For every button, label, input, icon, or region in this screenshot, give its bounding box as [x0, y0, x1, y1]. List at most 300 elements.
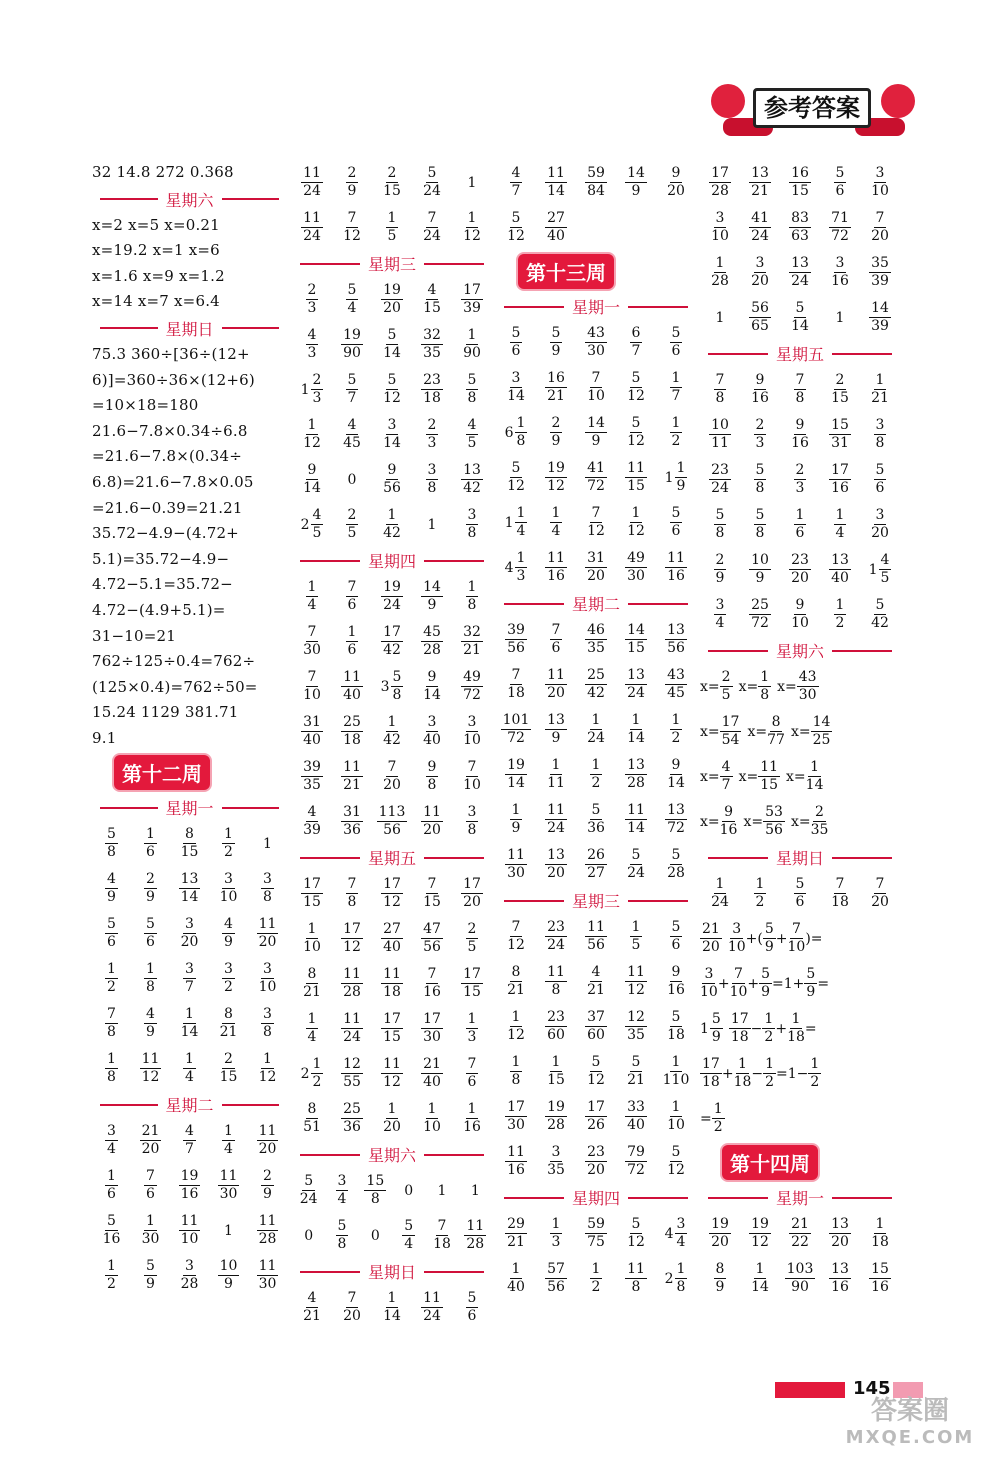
answer-value: $\frac{17}{15}$	[303, 876, 321, 910]
answer-row	[700, 871, 900, 916]
answer-row	[292, 1168, 492, 1213]
answer-value: $\frac{5}{8}$	[715, 507, 725, 541]
answer-value: $\frac{25}{18}$	[343, 714, 361, 748]
answer-value: $\frac{1}{4}$	[835, 507, 845, 541]
answer-row	[92, 911, 287, 956]
day-heading	[292, 844, 492, 871]
day-heading-label: 星期二	[572, 595, 621, 614]
answer-row	[700, 412, 900, 457]
answer-row	[292, 205, 492, 250]
answer-value: $\frac{43}{30}$	[587, 325, 605, 359]
answer-value: $\frac{3}{10}$	[711, 210, 729, 244]
answer-value: $\frac{5}{12}$	[627, 1216, 645, 1250]
answer-value: $\frac{11}{20}$	[423, 804, 441, 838]
answer-line: x=1.6 x=9 x=1.2	[92, 266, 225, 285]
answer-row	[700, 799, 900, 844]
answer-line: x=19.2 x=1 x=6	[92, 241, 220, 260]
answer-value: $\frac{1}{4}$	[307, 1011, 317, 1045]
answer-value: 2 $\frac{1}{8}$	[664, 1261, 686, 1295]
answer-column-3	[496, 160, 696, 1301]
answer-value: $\frac{4}{9}$	[224, 916, 233, 951]
answer-row	[92, 1118, 287, 1163]
day-heading	[292, 547, 492, 574]
answer-row	[92, 1163, 287, 1208]
answer-value: $\frac{1}{110}$	[662, 1054, 690, 1088]
answer-value: $\frac{17}{18}$ − $\frac{1}{2}$ + $\frac{1}{18}$ =	[730, 1011, 817, 1045]
answer-value: $\frac{17}{39}$	[463, 282, 481, 316]
answer-value: $\frac{1}{14}$	[751, 1261, 769, 1295]
answer-value: $\frac{5}{12}$	[507, 460, 525, 494]
week-banner-label: 第十四周	[722, 1145, 818, 1180]
day-heading-label: 星期日	[776, 849, 825, 868]
answer-value: $\frac{3}{20}$	[180, 916, 199, 951]
answer-value: $\frac{13}{42}$	[463, 462, 481, 496]
answer-value: $\frac{3}{8}$	[263, 1006, 272, 1041]
answer-value: $\frac{14}{9}$	[423, 579, 441, 613]
answer-value: $\frac{5}{14}$	[383, 327, 401, 361]
answer-value: 1	[467, 174, 477, 191]
answer-value: $\frac{1}{4}$	[551, 505, 561, 539]
answer-value: $\frac{2}{9}$	[263, 1168, 272, 1203]
answer-value: $\frac{1}{12}$	[303, 417, 321, 451]
answer-line: 21.6−7.8×0.34÷6.8	[92, 421, 248, 440]
answer-value: 1 $\frac{1}{4}$	[504, 505, 526, 539]
answer-row	[92, 1001, 287, 1046]
answer-value: $\frac{4}{45}$	[343, 417, 361, 451]
answer-value: $\frac{5}{14}$	[791, 300, 809, 334]
answer-value: $\frac{21}{40}$	[423, 1056, 441, 1090]
answer-value: $\frac{1}{12}$	[627, 505, 645, 539]
day-heading-label: 星期一	[165, 799, 214, 819]
answer-value: $\frac{11}{24}$	[423, 1290, 441, 1324]
answer-value: $\frac{7}{8}$	[347, 876, 357, 910]
answer-value: $\frac{5}{12}$	[383, 372, 401, 406]
answer-value: $\frac{31}{20}$	[587, 550, 605, 584]
answer-value: $\frac{33}{40}$	[627, 1099, 645, 1133]
answer-value: $\frac{1}{5}$	[387, 210, 397, 244]
answer-row	[92, 1208, 287, 1253]
answer-value: $\frac{27}{40}$	[383, 921, 401, 955]
answer-row	[700, 709, 900, 754]
answer-value: $\frac{7}{20}$	[871, 876, 889, 910]
answer-value: $\frac{1}{10}$	[423, 1101, 441, 1135]
answer-value: $\frac{9}{20}$	[667, 165, 685, 199]
answer-row	[292, 1285, 492, 1330]
answer-value: $\frac{13}{20}$	[547, 847, 565, 881]
answer-value: $\frac{25}{36}$	[343, 1101, 361, 1135]
day-heading-label: 星期三	[368, 255, 417, 274]
answer-value: $\frac{31}{36}$	[343, 804, 361, 838]
answer-value: $\frac{13}{24}$	[791, 255, 809, 289]
answer-value: $\frac{3}{7}$	[185, 961, 194, 996]
answer-value: $\frac{1}{8}$	[467, 579, 477, 613]
answer-row	[292, 1213, 492, 1258]
answer-line: =10×18=180	[92, 396, 199, 415]
answer-value: $\frac{25}{72}$	[751, 597, 769, 631]
answer-row	[700, 1256, 900, 1301]
answer-line: x=2 x=5 x=0.21	[92, 215, 220, 234]
answer-value: $\frac{9}{16}$	[751, 372, 769, 406]
answer-value: $\frac{19}{20}$	[383, 282, 401, 316]
answer-value: $\frac{4}{7}$	[511, 165, 521, 199]
answer-value: $\frac{17}{20}$	[463, 876, 481, 910]
answer-value: $\frac{31}{40}$	[303, 714, 321, 748]
answer-value: $\frac{16}{21}$	[547, 370, 565, 404]
answer-row	[496, 500, 696, 545]
day-heading	[496, 293, 696, 320]
day-heading	[700, 1184, 900, 1211]
answer-value: $\frac{21}{20}$	[141, 1123, 160, 1158]
day-heading-label: 星期五	[776, 345, 825, 364]
day-heading	[292, 1258, 492, 1285]
answer-value: $\frac{2}{15}$	[831, 372, 849, 406]
answer-line: 6.8)=21.6−7.8×0.05	[92, 472, 254, 491]
answer-row	[700, 961, 900, 1006]
answer-line: 762÷125÷0.4=762÷	[92, 652, 256, 671]
answer-value: 1	[470, 1182, 480, 1199]
day-heading-label: 星期六	[368, 1146, 417, 1165]
answer-value: $\frac{5}{6}$	[511, 325, 521, 359]
answer-value: $\frac{7}{10}$	[463, 759, 481, 793]
answer-row	[496, 410, 696, 455]
answer-value: $\frac{21}{22}$	[791, 1216, 809, 1250]
answer-row	[496, 160, 696, 205]
answer-row	[700, 205, 900, 250]
answer-value: $\frac{2}{3}$	[755, 417, 765, 451]
answer-line: 31−10=21	[92, 626, 176, 645]
answer-value: $\frac{19}{16}$	[180, 1168, 199, 1203]
answer-value: $\frac{1}{24}$	[711, 876, 729, 910]
answer-value: $\frac{3}{4}$	[715, 597, 725, 631]
watermark	[830, 1390, 990, 1470]
answer-row	[292, 502, 492, 547]
answer-value: $\frac{12}{55}$	[343, 1056, 361, 1090]
day-heading-label: 星期二	[165, 1096, 214, 1116]
answer-value: $\frac{5}{12}$	[587, 1054, 605, 1088]
answer-row	[700, 592, 900, 637]
answer-value: $\frac{1}{90}$	[463, 327, 481, 361]
answer-value: $\frac{7}{8}$	[715, 372, 725, 406]
answer-value: $\frac{2}{3}$	[795, 462, 805, 496]
answer-value: $\frac{9}{14}$	[423, 669, 441, 703]
answer-value: $\frac{3}{14}$	[383, 417, 401, 451]
answer-value: $\frac{5}{18}$	[667, 1009, 685, 1043]
answer-row	[292, 160, 492, 205]
answer-value: $\frac{9}{16}$	[667, 964, 685, 998]
answer-value: 2 $\frac{1}{2}$	[300, 1056, 322, 1090]
answer-row	[700, 664, 900, 709]
answer-value: $\frac{8}{51}$	[303, 1101, 321, 1135]
answer-row	[700, 547, 900, 592]
answer-row	[496, 959, 696, 1004]
day-heading-label: 星期日	[368, 1263, 417, 1282]
answer-value: $\frac{23}{18}$	[423, 372, 441, 406]
answer-value: $\frac{15}{8}$	[366, 1173, 385, 1207]
answer-row	[292, 871, 492, 916]
answer-value: $\frac{2}{3}$	[427, 417, 437, 451]
answer-value: $\frac{1}{4}$	[224, 1123, 233, 1158]
day-heading	[292, 250, 492, 277]
day-heading	[700, 637, 900, 664]
answer-value: $\frac{10}{9}$	[219, 1258, 238, 1293]
answer-value: 0	[347, 471, 357, 488]
answer-value: $\frac{9}{56}$	[383, 462, 401, 496]
answer-value: $\frac{46}{35}$	[587, 622, 605, 656]
answer-value: $\frac{2}{3}$	[307, 282, 317, 316]
answer-value: $\frac{32}{21}$	[463, 624, 481, 658]
answer-value: $\frac{7}{10}$	[587, 370, 605, 404]
answer-value: $\frac{3}{2}$	[224, 961, 233, 996]
answer-value: $\frac{23}{60}$	[547, 1009, 565, 1043]
answer-value: $\frac{32}{35}$	[423, 327, 441, 361]
answer-value: $\frac{79}{72}$	[627, 1144, 645, 1178]
answer-value: $\frac{5}{12}$	[507, 210, 525, 244]
answer-line: 5.1)=35.72−4.9−	[92, 549, 230, 568]
answer-value: $\frac{1}{40}$	[507, 1261, 525, 1295]
answer-value: $\frac{15}{16}$	[871, 1261, 889, 1295]
answer-value: $\frac{23}{24}$	[547, 919, 565, 953]
answer-value: 2 $\frac{4}{5}$	[300, 507, 322, 541]
answer-value: $\frac{9}{8}$	[427, 759, 437, 793]
answer-value: $\frac{5}{4}$	[347, 282, 357, 316]
answer-value: $\frac{1}{10}$	[667, 1099, 685, 1133]
answer-row	[700, 1211, 900, 1256]
answer-row	[496, 320, 696, 365]
answer-row	[292, 1006, 492, 1051]
answer-line: 35.72−4.9−(4.72+	[92, 524, 239, 543]
answer-value: $\frac{1}{6}$	[795, 507, 805, 541]
answer-value: $\frac{11}{14}$	[627, 802, 645, 836]
answer-row	[700, 367, 900, 412]
header-title: 参考答案	[753, 88, 871, 128]
day-heading	[700, 340, 900, 367]
answer-value: $\frac{17}{15}$	[383, 1011, 401, 1045]
answer-value: $\frac{3}{10}$	[871, 165, 889, 199]
answer-value: $\frac{7}{16}$	[423, 966, 441, 1000]
answer-value: $\frac{5}{42}$	[871, 597, 889, 631]
answer-value: $\frac{49}{72}$	[463, 669, 481, 703]
answer-value: $\frac{5}{24}$	[423, 165, 441, 199]
answer-value: $\frac{13}{56}$	[667, 622, 685, 656]
answer-value: $\frac{3}{10}$	[258, 961, 277, 996]
answer-value: $\frac{17}{12}$	[383, 876, 401, 910]
day-heading	[92, 1091, 287, 1118]
answer-value: $\frac{9}{14}$	[667, 757, 685, 791]
answer-value: $\frac{19}{14}$	[507, 757, 525, 791]
answer-value: $\frac{1}{42}$	[383, 714, 401, 748]
answer-line: =21.6−0.39=21.21	[92, 498, 243, 517]
answer-value: $\frac{5}{8}$	[755, 462, 765, 496]
answer-row	[700, 916, 900, 961]
answer-row	[700, 1051, 900, 1096]
answer-value: $\frac{11}{18}$	[383, 966, 401, 1000]
answer-value: $\frac{7}{6}$	[467, 1056, 477, 1090]
answer-value: $\frac{11}{24}$	[303, 210, 321, 244]
answer-row	[700, 502, 900, 547]
answer-value: $\frac{5}{24}$	[299, 1173, 318, 1207]
answer-value: $\frac{43}{45}$	[667, 667, 685, 701]
answer-row	[496, 662, 696, 707]
answer-column-2	[292, 160, 492, 1330]
answer-value: $\frac{39}{56}$	[507, 622, 525, 656]
answer-row	[496, 1094, 696, 1139]
answer-value: $\frac{1}{2}$	[835, 597, 845, 631]
answer-value: $\frac{29}{21}$	[507, 1216, 525, 1250]
answer-value: $\frac{13}{14}$	[180, 871, 199, 906]
answer-value: $\frac{11}{12}$	[627, 964, 645, 998]
answer-value: $\frac{11}{56}$	[587, 919, 605, 953]
answer-column-1	[92, 160, 287, 1298]
answer-value: 1 $\frac{1}{9}$	[664, 460, 686, 494]
answer-value: $\frac{7}{15}$	[423, 876, 441, 910]
answer-column-4	[700, 160, 900, 1301]
answer-value: $\frac{2}{9}$	[551, 415, 561, 449]
answer-value: $\frac{25}{42}$	[587, 667, 605, 701]
answer-value: $\frac{7}{24}$	[423, 210, 441, 244]
answer-row	[292, 1051, 492, 1096]
answer-value: $\frac{101}{72}$	[502, 712, 530, 746]
answer-value: $\frac{19}{28}$	[547, 1099, 565, 1133]
answer-row	[496, 842, 696, 887]
answer-value: x= $\frac{4}{7}$	[700, 759, 731, 793]
day-heading-label: 星期四	[572, 1189, 621, 1208]
answer-value: $\frac{17}{26}$	[587, 1099, 605, 1133]
answer-value: $\frac{3}{4}$	[337, 1173, 347, 1207]
answer-value: $\frac{4}{21}$	[303, 1290, 321, 1324]
answer-value: $\frac{45}{28}$	[423, 624, 441, 658]
answer-row	[496, 1211, 696, 1256]
day-heading	[496, 887, 696, 914]
answer-value: $\frac{1}{42}$	[383, 507, 401, 541]
answer-value: $\frac{41}{72}$	[587, 460, 605, 494]
answer-value: $\frac{11}{20}$	[547, 667, 565, 701]
answer-value: $\frac{8}{21}$	[507, 964, 525, 998]
day-heading	[92, 794, 287, 821]
day-heading-label: 星期五	[368, 849, 417, 868]
answer-value: $\frac{26}{27}$	[587, 847, 605, 881]
answer-value: x= $\frac{17}{54}$	[700, 714, 740, 748]
answer-row	[700, 1006, 900, 1051]
answer-value: $\frac{17}{18}$ + $\frac{1}{18}$ − $\frac{1}{2}$ =1− $\frac{1}{2}$	[702, 1056, 820, 1090]
answer-value: $\frac{3}{20}$	[871, 507, 889, 541]
answer-row	[292, 412, 492, 457]
answer-row	[92, 956, 287, 1001]
answer-value: $\frac{1}{12}$	[463, 210, 481, 244]
answer-value: $\frac{1}{14}$	[180, 1006, 199, 1041]
answer-line: (125×0.4)=762÷50=	[92, 677, 258, 696]
week-banner	[114, 755, 287, 790]
answer-value: $\frac{35}{39}$	[871, 255, 889, 289]
answer-value: $\frac{11}{20}$	[258, 1123, 277, 1158]
answer-value: $\frac{9}{10}$	[791, 597, 809, 631]
answer-value: $\frac{1}{20}$	[383, 1101, 401, 1135]
answer-value: $\frac{17}{16}$	[831, 462, 849, 496]
answer-value: $\frac{7}{18}$	[433, 1218, 451, 1252]
answer-value: $\frac{11}{24}$	[303, 165, 321, 199]
answer-value: $\frac{19}{24}$	[383, 579, 401, 613]
answer-value: $\frac{1}{8}$	[146, 961, 155, 996]
answer-row	[292, 619, 492, 664]
day-heading	[496, 1184, 696, 1211]
answer-value: $\frac{1}{2}$	[671, 712, 681, 746]
answer-value: 1	[224, 1222, 233, 1239]
day-heading	[292, 1141, 492, 1168]
answer-value: $\frac{83}{63}$	[791, 210, 809, 244]
answer-value: $\frac{59}{84}$	[587, 165, 605, 199]
answer-row	[496, 1139, 696, 1184]
answer-value: $\frac{7}{18}$	[507, 667, 525, 701]
answer-value: $\frac{1}{6}$	[107, 1168, 116, 1203]
answer-value: $\frac{11}{16}$	[547, 550, 565, 584]
answer-value: $\frac{11}{20}$	[258, 916, 277, 951]
answer-row	[496, 1004, 696, 1049]
answer-value: $\frac{14}{39}$	[871, 300, 889, 334]
answer-value: $\frac{7}{20}$	[871, 210, 889, 244]
answer-value: 0	[304, 1227, 314, 1244]
answer-value: $\frac{5}{21}$	[627, 1054, 645, 1088]
answer-row	[92, 821, 287, 866]
answer-value: $\frac{7}{6}$	[146, 1168, 155, 1203]
answer-value: $\frac{3}{8}$	[467, 507, 477, 541]
answer-value: $\frac{4}{21}$	[587, 964, 605, 998]
watermark-text: 答案圈	[870, 1396, 949, 1426]
answer-line: 6)]=360÷36×(12+6)	[92, 370, 255, 389]
answer-value: $\frac{3}{10}$	[219, 871, 238, 906]
answer-value: $\frac{5}{36}$	[587, 802, 605, 836]
answer-value: $\frac{5}{8}$	[107, 826, 116, 861]
answer-value: $\frac{7}{18}$	[831, 876, 849, 910]
answer-value: $\frac{1}{2}$	[107, 961, 116, 996]
answer-value: x= $\frac{1}{14}$	[786, 759, 824, 793]
answer-value: $\frac{10}{11}$	[711, 417, 729, 451]
answer-value: 6 $\frac{1}{8}$	[504, 415, 526, 449]
day-heading-label: 星期三	[572, 892, 621, 911]
answer-value: $\frac{13}{16}$	[831, 1261, 849, 1295]
answer-row	[292, 961, 492, 1006]
answer-row	[700, 457, 900, 502]
answer-value: $\frac{7}{10}$	[303, 669, 321, 703]
answer-value: $\frac{11}{30}$	[258, 1258, 277, 1293]
answer-row	[496, 752, 696, 797]
answer-value: $\frac{1}{10}$	[303, 921, 321, 955]
answer-value: $\frac{11}{8}$	[627, 1261, 645, 1295]
answer-value: $\frac{1}{16}$	[463, 1101, 481, 1135]
answer-row	[700, 295, 900, 340]
page-number: 145	[853, 1378, 891, 1399]
answer-value: $\frac{57}{56}$	[547, 1261, 565, 1295]
answer-value: $\frac{1}{8}$	[107, 1051, 116, 1086]
answer-row	[496, 365, 696, 410]
answer-value: $\frac{3}{14}$	[507, 370, 525, 404]
answer-value: $\frac{13}{20}$	[831, 1216, 849, 1250]
cartoon-figure-right-icon	[881, 84, 915, 118]
answer-value: $\frac{5}{6}$	[671, 919, 681, 953]
answer-value: x= $\frac{9}{16}$	[700, 804, 738, 838]
answer-row	[92, 866, 287, 911]
answer-value: $\frac{8}{15}$	[180, 826, 199, 861]
answer-row	[700, 754, 900, 799]
answer-value: $\frac{11}{10}$	[180, 1213, 199, 1248]
answer-value: $\frac{103}{90}$	[786, 1261, 814, 1295]
day-heading	[496, 590, 696, 617]
answer-value: $\frac{1}{3}$	[467, 1011, 477, 1045]
answer-value: $\frac{113}{56}$	[378, 804, 406, 838]
answer-value: $\frac{2}{9}$	[347, 165, 357, 199]
answer-value: $\frac{23}{20}$	[587, 1144, 605, 1178]
answer-value: $\frac{9}{14}$	[303, 462, 321, 496]
answer-value: $\frac{3}{10}$ + $\frac{7}{10}$ + $\frac{5}{9}$ =1+ $\frac{5}{9}$ =	[700, 966, 830, 1000]
answer-row	[292, 754, 492, 799]
